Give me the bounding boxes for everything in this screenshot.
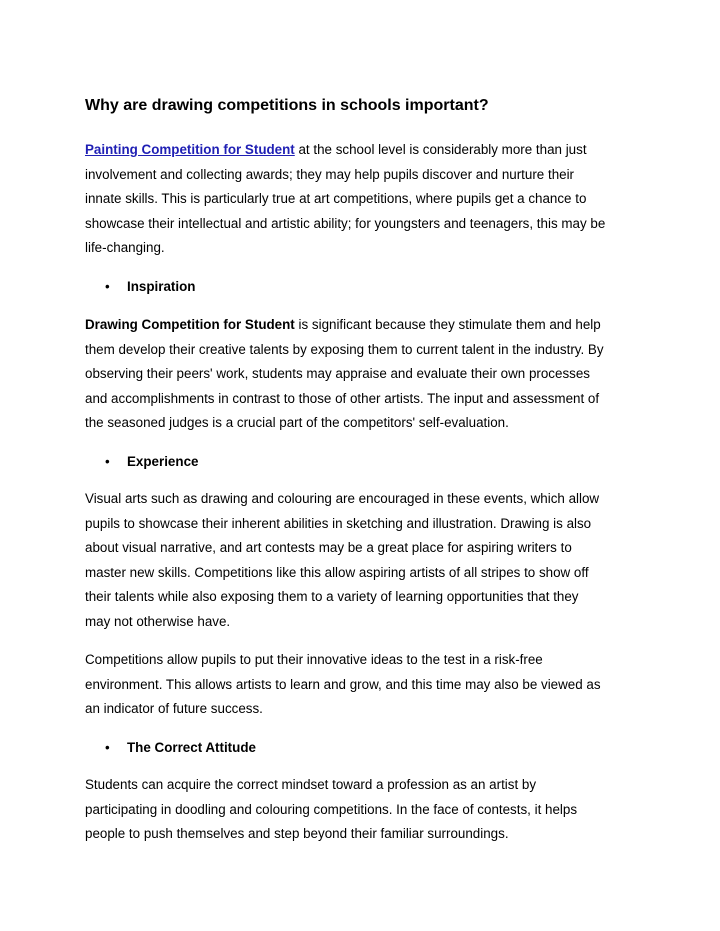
- bullet-experience: [105, 450, 198, 474]
- page-title: Why are drawing competitions in schools important?: [85, 97, 489, 114]
- bullet-label: The Correct Attitude: [127, 740, 256, 755]
- paragraph-line: [85, 138, 645, 163]
- bullet-label: Inspiration: [127, 279, 196, 294]
- bullet-dot-icon: •: [105, 279, 110, 294]
- paragraph-line: may not otherwise have.: [85, 613, 231, 629]
- paragraph-line: the seasoned judges is a crucial part of the competitors' self-evaluation.: [85, 415, 509, 431]
- paragraph-line: and accomplishments in contrast to those of other artists. The input and assessment of: [85, 390, 600, 406]
- paragraph-correct-mindset: [85, 773, 645, 847]
- paragraph-competitions-allow: [85, 648, 645, 722]
- paragraph-line: observing their peers' work, students may appraise and evaluate their own processes: [85, 366, 590, 382]
- paragraph-line: innate skills. This is particularly true at art competitions, where pupils get a chance to: [85, 191, 587, 207]
- paragraph-line: environment. This allows artists to learn and grow, and this time may also be viewed as: [85, 676, 601, 692]
- paragraph-text: at the school level is considerably more than just: [294, 142, 587, 157]
- paragraph-line: Competitions allow pupils to put their innovative ideas to the test in a risk-free: [85, 652, 543, 667]
- paragraph-line: life-changing.: [85, 240, 165, 256]
- paragraph-line: Students can acquire the correct mindset toward a profession as an artist by: [85, 777, 537, 792]
- paragraph-line: pupils to showcase their inherent abilities in sketching and illustration. Drawing is also: [85, 515, 592, 531]
- bullet-dot-icon: •: [105, 740, 110, 755]
- drawing-competition-bold: Drawing Competition for Student: [85, 317, 295, 332]
- paragraph-line: participating in doodling and colouring competitions. In the face of contests, it helps: [85, 801, 578, 817]
- bullet-label: Experience: [127, 454, 199, 469]
- paragraph-line: [85, 313, 645, 338]
- paragraph-line: their talents while also exposing them to a variety of learning opportunities that they: [85, 589, 579, 605]
- paragraph-painting-competition: [85, 138, 645, 261]
- paragraph-line: people to push themselves and step beyond their familiar surroundings.: [85, 826, 509, 842]
- paragraph-line: master new skills. Competitions like this allow aspiring artists of all stripes to show off: [85, 564, 589, 580]
- bullet-correct-attitude: [105, 736, 256, 760]
- paragraph-line: about visual narrative, and art contests may be a great place for aspiring writers to: [85, 540, 572, 556]
- paragraph-drawing-competition: [85, 313, 645, 436]
- paragraph-line: them develop their creative talents by exposing them to current talent in the industry. By: [85, 341, 604, 357]
- bullet-inspiration: [105, 275, 195, 299]
- paragraph-line: an indicator of future success.: [85, 701, 263, 717]
- paragraph-line: showcase their intellectual and artistic ability; for youngsters and teenagers, this may be: [85, 215, 606, 231]
- painting-competition-link[interactable]: Painting Competition for Student: [85, 142, 295, 157]
- paragraph-text: is significant because they stimulate them and help: [294, 317, 601, 332]
- paragraph-line: involvement and collecting awards; they may help pupils discover and nurture their: [85, 166, 575, 182]
- bullet-dot-icon: •: [105, 454, 110, 469]
- paragraph-visual-arts: [85, 487, 645, 635]
- paragraph-line: Visual arts such as drawing and colouring are encouraged in these events, which allow: [85, 491, 600, 506]
